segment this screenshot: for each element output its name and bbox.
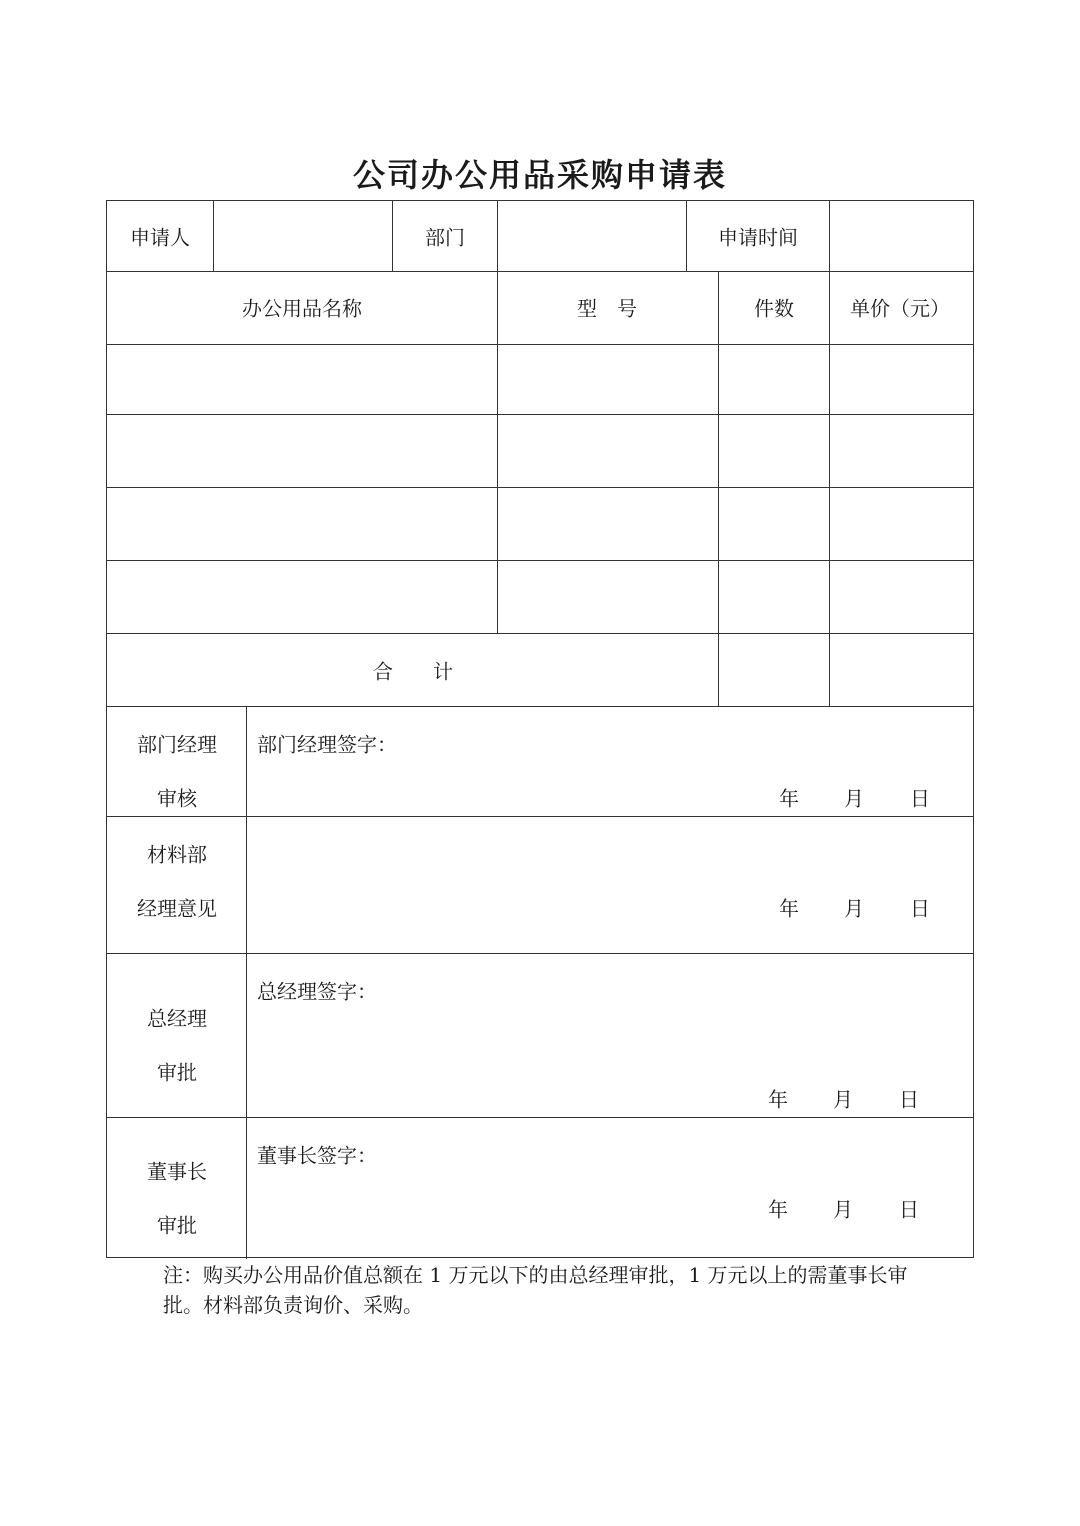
purchase-form-table: [106, 200, 974, 1258]
row-divider: [107, 953, 973, 954]
item-name-cell[interactable]: [109, 416, 495, 485]
col-divider: [829, 271, 830, 706]
row-divider: [107, 560, 973, 561]
row-divider: [107, 633, 973, 634]
chairman-label-2: 审批: [157, 1213, 197, 1238]
date-year: 年: [779, 896, 799, 921]
row-divider: [107, 414, 973, 415]
applicant-label: 申请人: [130, 225, 190, 250]
department-field[interactable]: [499, 203, 684, 269]
col-divider: [246, 706, 247, 1259]
col-divider: [829, 201, 830, 271]
item-model-cell[interactable]: [499, 562, 716, 631]
dept-manager-signature-label: 部门经理签字：: [257, 732, 397, 757]
item-quantity-cell[interactable]: [720, 416, 827, 485]
date-year: 年: [768, 1087, 788, 1112]
materials-manager-label-2: 经理意见: [137, 896, 217, 921]
date-day: 日: [899, 1087, 919, 1112]
chairman-signature-field[interactable]: [248, 1119, 971, 1255]
row-divider: [107, 706, 973, 707]
item-price-cell[interactable]: [831, 489, 971, 558]
item-model-cell[interactable]: [499, 346, 716, 412]
col-divider: [213, 201, 214, 271]
item-name-cell[interactable]: [109, 346, 495, 412]
dept-manager-label-2: 审核: [157, 786, 197, 811]
item-quantity-cell[interactable]: [720, 489, 827, 558]
col-header-quantity: 件数: [754, 296, 794, 321]
total-quantity-cell[interactable]: [720, 635, 827, 704]
general-manager-label-2: 审批: [157, 1060, 197, 1085]
form-title: 公司办公用品采购申请表: [352, 156, 727, 194]
date-year: 年: [768, 1197, 788, 1222]
row-divider: [107, 1117, 973, 1118]
general-manager-signature-field[interactable]: [248, 955, 971, 1115]
date-day: 日: [910, 896, 930, 921]
general-manager-signature-label: 总经理签字：: [257, 979, 377, 1004]
item-name-cell[interactable]: [109, 562, 495, 631]
date-year: 年: [779, 786, 799, 811]
col-divider: [392, 201, 393, 271]
col-divider: [686, 201, 687, 271]
item-model-cell[interactable]: [499, 416, 716, 485]
total-label: 合 计: [373, 659, 453, 684]
item-name-cell[interactable]: [109, 489, 495, 558]
apply-date-field[interactable]: [831, 203, 971, 269]
row-divider: [107, 487, 973, 488]
date-day: 日: [910, 786, 930, 811]
materials-opinion-field[interactable]: [248, 818, 971, 951]
date-day: 日: [899, 1197, 919, 1222]
apply-date-label: 申请时间: [718, 225, 798, 250]
col-divider: [718, 271, 719, 706]
row-divider: [107, 816, 973, 817]
chairman-label: 董事长: [147, 1159, 207, 1184]
department-label: 部门: [425, 225, 465, 250]
col-header-model: 型 号: [577, 296, 637, 321]
item-price-cell[interactable]: [831, 562, 971, 631]
dept-manager-label: 部门经理: [137, 732, 217, 757]
item-quantity-cell[interactable]: [720, 346, 827, 412]
row-divider: [107, 271, 973, 272]
col-divider: [497, 201, 498, 271]
col-divider: [497, 271, 498, 633]
row-divider: [107, 344, 973, 345]
item-quantity-cell[interactable]: [720, 562, 827, 631]
applicant-field[interactable]: [215, 203, 390, 269]
total-price-cell[interactable]: [831, 635, 971, 704]
materials-manager-label: 材料部: [147, 842, 207, 867]
date-month: 月: [844, 786, 864, 811]
item-price-cell[interactable]: [831, 416, 971, 485]
footnote: 注：购买办公用品价值总额在 1 万元以下的由总经理审批，1 万元以上的需董事长审批。材料部负责询价、采购。: [163, 1263, 908, 1317]
chairman-signature-label: 董事长签字：: [257, 1143, 377, 1168]
item-model-cell[interactable]: [499, 489, 716, 558]
date-month: 月: [833, 1087, 853, 1112]
general-manager-label: 总经理: [147, 1006, 207, 1031]
col-header-item-name: 办公用品名称: [242, 296, 362, 321]
date-month: 月: [844, 896, 864, 921]
item-price-cell[interactable]: [831, 346, 971, 412]
date-month: 月: [833, 1197, 853, 1222]
col-header-unit-price: 单价（元）: [850, 296, 950, 321]
